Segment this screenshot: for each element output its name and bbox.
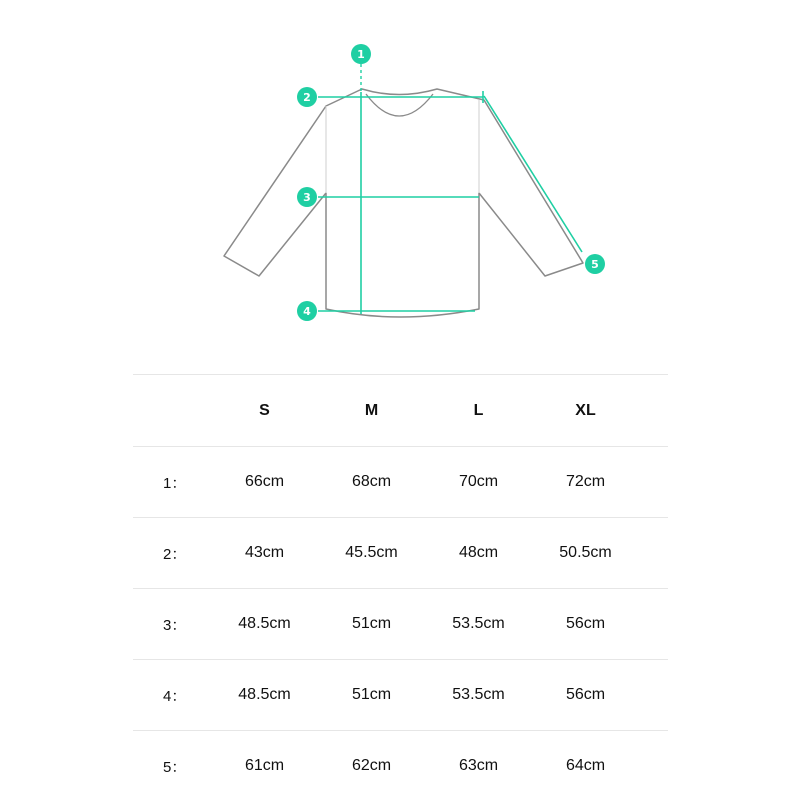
header-size-s: S xyxy=(211,375,318,447)
marker-1 xyxy=(351,44,371,64)
marker-3 xyxy=(297,187,317,207)
row-label: 1： xyxy=(133,447,211,518)
table-row xyxy=(133,589,668,660)
marker-5 xyxy=(585,254,605,274)
table-cell: 43cm xyxy=(211,518,318,589)
header-blank xyxy=(133,375,211,447)
table-row xyxy=(133,731,668,800)
header-size-m: M xyxy=(318,375,425,447)
marker-4 xyxy=(297,301,317,321)
table-cell: 61cm xyxy=(211,731,318,800)
table-cell: 72cm xyxy=(532,447,639,518)
table-cell: 51cm xyxy=(318,589,425,660)
marker-4-label: 4 xyxy=(303,305,311,318)
garment-measurement-diagram xyxy=(0,0,800,340)
table-cell: 62cm xyxy=(318,731,425,800)
sweater-outline xyxy=(224,89,583,317)
marker-2-label: 2 xyxy=(303,91,311,104)
table-cell: 53.5cm xyxy=(425,660,532,731)
table-row xyxy=(133,518,668,589)
table-cell: 66cm xyxy=(211,447,318,518)
row-label: 4： xyxy=(133,660,211,731)
row-label: 2： xyxy=(133,518,211,589)
row-spacer xyxy=(639,660,668,731)
table-cell: 50.5cm xyxy=(532,518,639,589)
table-cell: 48.5cm xyxy=(211,589,318,660)
table-cell: 56cm xyxy=(532,660,639,731)
table-cell: 70cm xyxy=(425,447,532,518)
marker-5-label: 5 xyxy=(591,258,599,271)
table-cell: 48cm xyxy=(425,518,532,589)
table-cell: 51cm xyxy=(318,660,425,731)
table-cell: 64cm xyxy=(532,731,639,800)
row-spacer xyxy=(639,731,668,800)
header-spacer xyxy=(639,375,668,447)
row-spacer xyxy=(639,447,668,518)
size-table xyxy=(133,374,668,800)
sleeve-line xyxy=(484,96,582,252)
table-header-row xyxy=(133,375,668,447)
marker-2 xyxy=(297,87,317,107)
header-size-l: L xyxy=(425,375,532,447)
table-cell: 56cm xyxy=(532,589,639,660)
row-label: 3： xyxy=(133,589,211,660)
marker-3-label: 3 xyxy=(303,191,311,204)
table-cell: 45.5cm xyxy=(318,518,425,589)
row-label: 5： xyxy=(133,731,211,800)
table-cell: 53.5cm xyxy=(425,589,532,660)
table-row xyxy=(133,447,668,518)
table-row xyxy=(133,660,668,731)
row-spacer xyxy=(639,518,668,589)
table-cell: 63cm xyxy=(425,731,532,800)
marker-1-label: 1 xyxy=(357,48,365,61)
table-cell: 48.5cm xyxy=(211,660,318,731)
row-spacer xyxy=(639,589,668,660)
table-cell: 68cm xyxy=(318,447,425,518)
header-size-xl: XL xyxy=(532,375,639,447)
